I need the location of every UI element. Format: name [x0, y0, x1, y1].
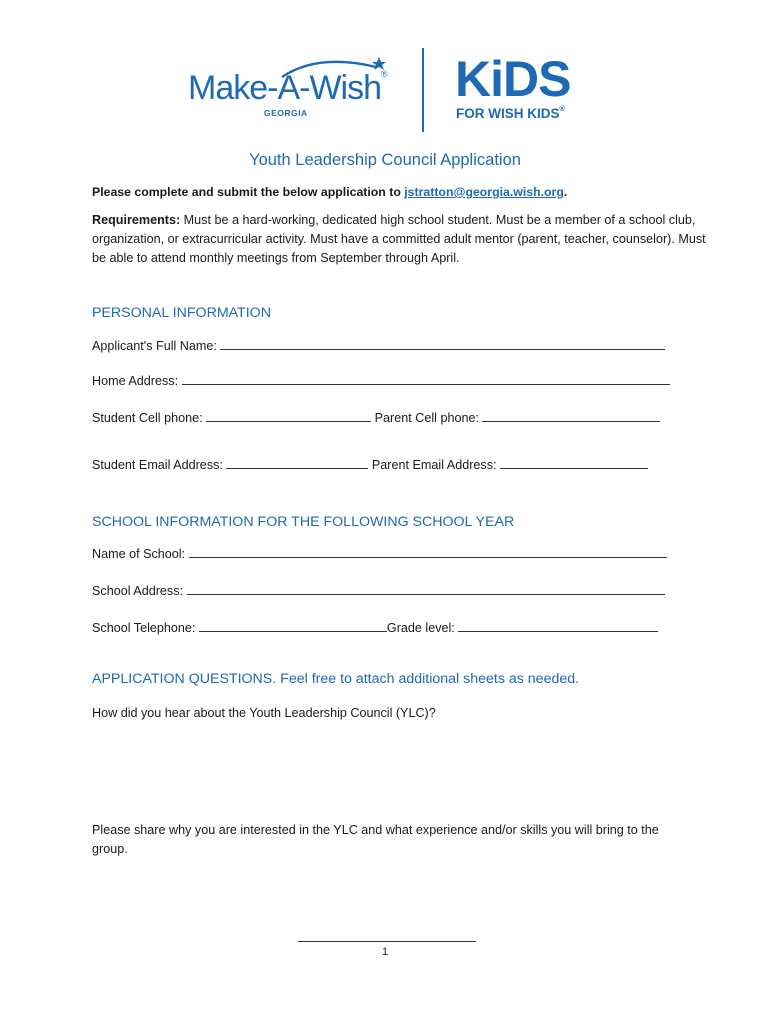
cell-phone-row [92, 409, 660, 425]
full-name-input[interactable] [220, 337, 665, 350]
school-name-label: Name of School: [92, 547, 186, 561]
parent-cell-input[interactable] [482, 409, 660, 422]
school-address-input[interactable] [187, 582, 665, 595]
school-address-label: School Address: [92, 584, 184, 598]
full-name-field [92, 337, 665, 353]
email-row [92, 456, 648, 472]
school-name-input[interactable] [189, 545, 667, 558]
home-address-field [92, 372, 670, 388]
instructions-text: Please complete and submit the below application to [92, 185, 405, 199]
kids-tagline: FOR WISH KIDS® [456, 106, 565, 121]
kids-for-wish-kids-logo [455, 51, 595, 126]
parent-cell-label: Parent Cell phone: [374, 411, 479, 425]
requirements-label: Requirements: [92, 213, 181, 227]
make-a-wish-region: GEORGIA [264, 108, 308, 118]
parent-email-input[interactable] [500, 456, 648, 469]
make-a-wish-wordmark: Make-A-Wish® [188, 69, 387, 107]
personal-information-heading: PERSONAL INFORMATION [92, 305, 271, 321]
grade-level-label: Grade level: [386, 621, 455, 635]
school-phone-grade-row [92, 619, 658, 635]
student-cell-input[interactable] [206, 409, 371, 422]
question-2: Please share why you are interested in the YLC and what experience and/or skills you will bring to the group. [92, 823, 659, 856]
school-telephone-label: School Telephone: [92, 621, 196, 635]
school-information-heading: SCHOOL INFORMATION FOR THE FOLLOWING SCHOOL YEAR [92, 514, 515, 530]
school-name-field [92, 545, 667, 561]
footer-rule [298, 941, 476, 942]
application-questions-heading: APPLICATION QUESTIONS. Feel free to attach additional sheets as needed. [92, 671, 580, 687]
question-1: How did you hear about the Youth Leadership Council (YLC)? [92, 706, 436, 720]
student-email-label: Student Email Address: [92, 458, 223, 472]
student-cell-label: Student Cell phone: [92, 411, 203, 425]
full-name-label: Applicant's Full Name: [92, 339, 217, 353]
requirements-text: Must be a hard-working, dedicated high school student. Must be a member of a school club, organization, or extracurricular activity. Must have a committed adult mentor (parent, teacher, counselor). Must be able to attend monthly meetings from September through April. [92, 213, 706, 265]
requirements-paragraph [92, 211, 717, 268]
logo-divider [422, 48, 424, 132]
school-address-field [92, 582, 665, 598]
home-address-label: Home Address: [92, 374, 179, 388]
make-a-wish-logo [188, 55, 402, 121]
contact-email-link[interactable]: jstratton@georgia.wish.org [404, 185, 564, 199]
page-number: 1 [381, 946, 389, 958]
school-telephone-input[interactable] [199, 619, 387, 632]
grade-level-input[interactable] [458, 619, 658, 632]
page-title: Youth Leadership Council Application [249, 151, 521, 169]
student-email-input[interactable] [226, 456, 368, 469]
kids-wordmark: KiDS [455, 51, 571, 107]
parent-email-label: Parent Email Address: [371, 458, 497, 472]
home-address-input[interactable] [182, 372, 670, 385]
submit-instructions: Please complete and submit the below application to jstratton@georgia.wish.org. [92, 185, 568, 199]
